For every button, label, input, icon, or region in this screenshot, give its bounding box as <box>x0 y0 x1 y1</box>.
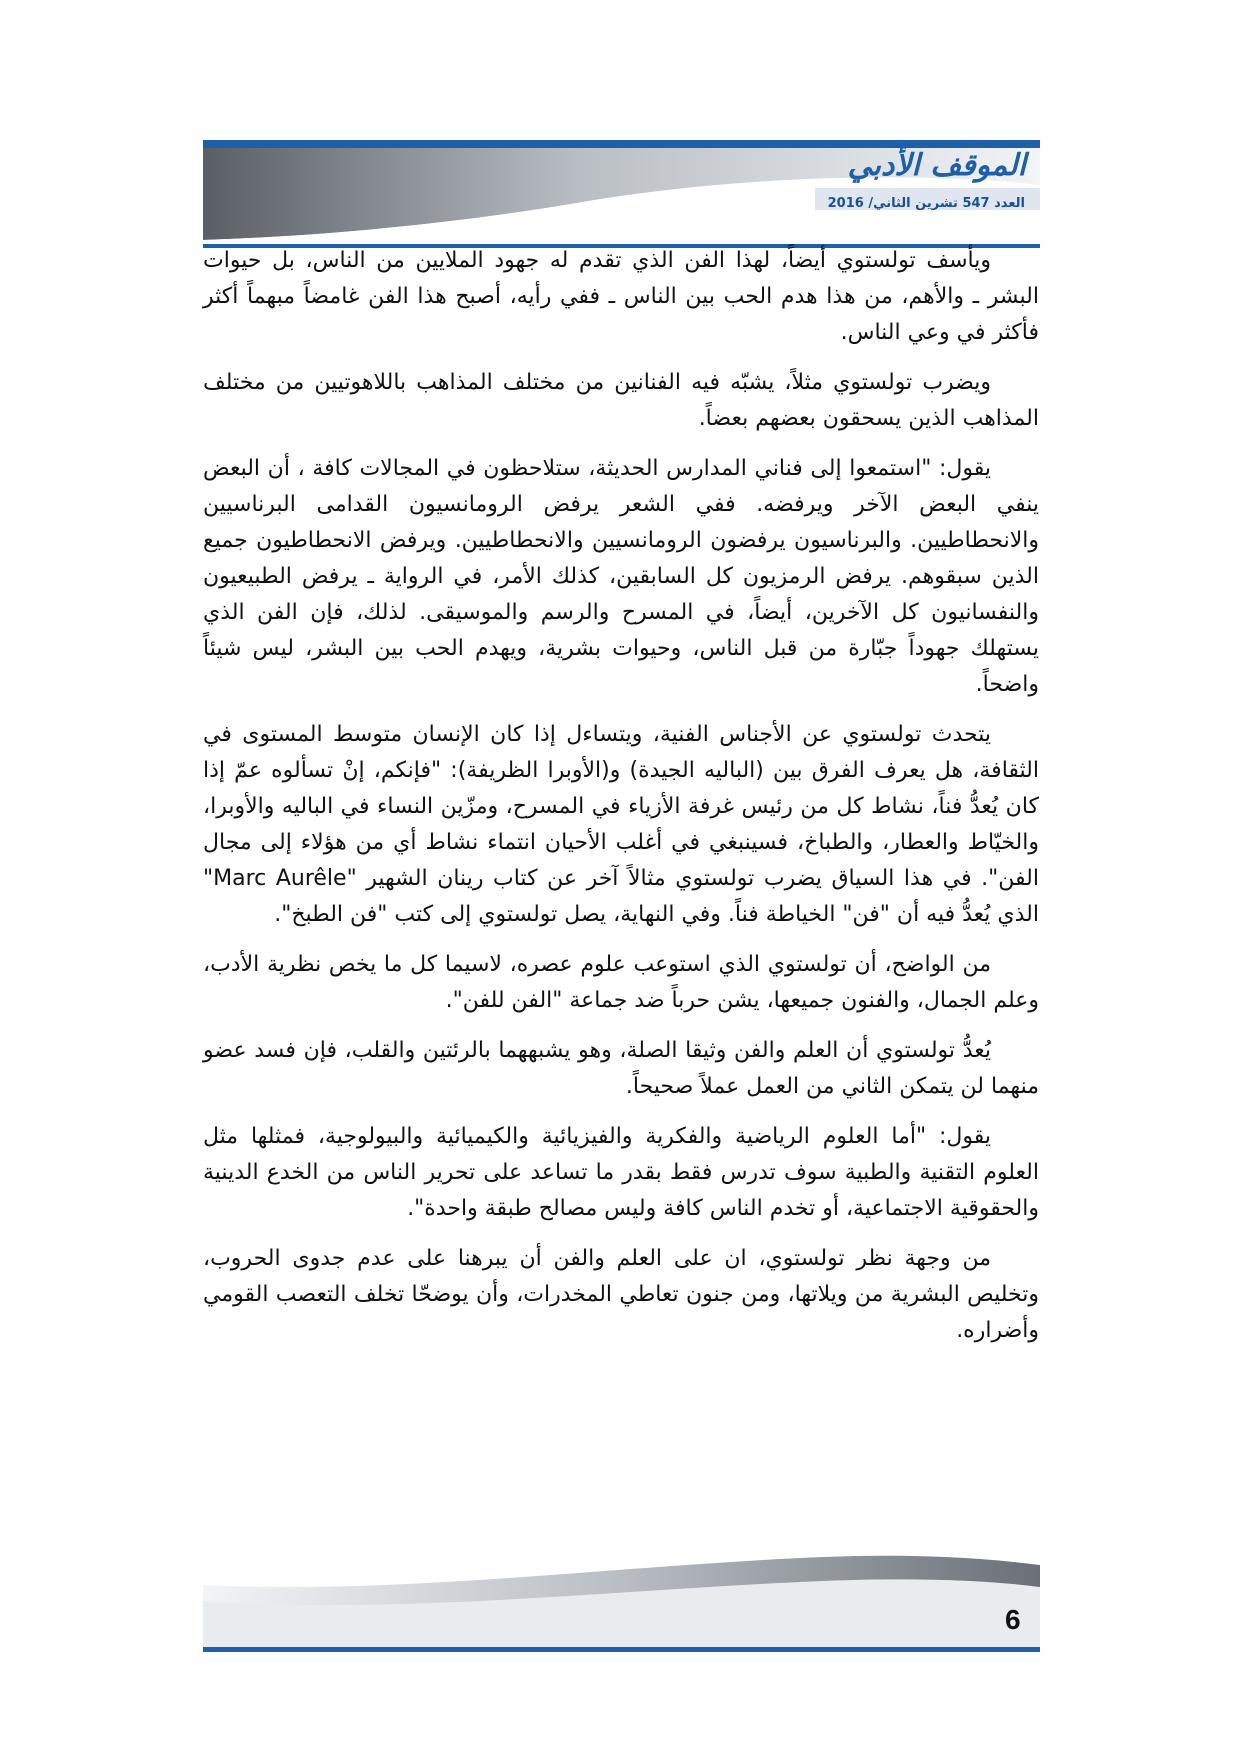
page-number: 6 <box>1005 1604 1021 1635</box>
footer-banner <box>203 1555 1040 1655</box>
paragraph: يتحدث تولستوي عن الأجناس الفنية، ويتساءل إذا كان الإنسان متوسط المستوى في الثقافة، هل يعرف الفرق بين (الباليه الجيدة) و(الأوبرا الظريفة): "فإنكم، إنْ تسألوه عمّ إذا كان يُعدُّ فناً، نشاط كل من رئيس غرفة الأزياء في المسرح، ومزّين النساء في الباليه والأوبرا، والخيّاط والعطار، والطباخ، فسينبغي في أغلب الأحيان انتماء نشاط أي من هؤلاء إلى مجال الفن". في هذا السياق يضرب تولستوي مثالاً آخر عن كتاب رينان الشهير "Marc Aurêle" الذي يُعدُّ فيه أن "فن" الخياطة فناً. وفي النهاية، يصل تولستوي إلى كتب "فن الطبخ". <box>203 722 1039 927</box>
paragraph: من وجهة نظر تولستوي، ان على العلم والفن أن يبرهنا على عدم جدوى الحروب، وتخليص البشرية من ويلاتها، ومن جنون تعاطي المخدرات، وأن يوضحّا تخلف التعصب القومي وأضراره. <box>203 1246 1039 1343</box>
paragraph: يقول: "أما العلوم الرياضية والفكرية والفيزيائية والكيميائية والبيولوجية، فمثلها مثل العلوم التقنية والطبية سوف تدرس فقط بقدر ما تساعد على تحرير الناس من الخدع الدينية والحقوقية الاجتماعية، أو تخدم الناس كافة وليس مصالح طبقة واحدة". <box>203 1124 1039 1221</box>
paragraph: ويضرب تولستوي مثلاً، يشبّه فيه الفنانين من مختلف المذاهب باللاهوتيين من مختلف المذاهب الذين يسحقون بعضهم بعضاً. <box>203 370 1039 431</box>
paragraph: يُعدُّ تولستوي أن العلم والفن وثيقا الصلة، وهو يشبههما بالرئتين والقلب، فإن فسد عضو منهما لن يتمكن الثاني من العمل عملاً صحيحاً. <box>203 1038 1039 1099</box>
paragraph: من الواضح، أن تولستوي الذي استوعب علوم عصره، لاسيما كل ما يخص نظرية الأدب، وعلم الجمال، والفنون جميعها، يشن حرباً ضد جماعة "الفن للفن". <box>203 952 1039 1013</box>
article-body <box>203 243 1039 1363</box>
masthead-logo: الموقف الأدبي <box>847 148 1026 183</box>
paragraph: يقول: "استمعوا إلى فناني المدارس الحديثة، ستلاحظون في المجالات كافة ، أن البعض ينفي البعض الآخر ويرفضه. ففي الشعر يرفض الرومانسيون القدامى البرناسيين والانحطاطيين. والبرناسيون يرفضون الرومانسيين والانحطاطيين. ويرفض الانحطاطيون جميع الذين سبقوهم. يرفض الرمزيون كل السابقين، كذلك الأمر، في الرواية ـ يرفض الطبيعيون والنفسانيون كل الآخرين، أيضاً، في المسرح والرسم والموسيقى. لذلك، فإن الفن الذي يستهلك جهوداً جبّارة من قبل الناس، وحيوات بشرية، ويهدم الحب بين البشر، ليس شيئاً واضحاً. <box>203 456 1039 697</box>
paragraph: ويأسف تولستوي أيضاً، لهذا الفن الذي تقدم له جهود الملايين من الناس، بل حيوات البشر ـ والأهم، من هذا هدم الحب بين الناس ـ ففي رأيه، أصبح هذا الفن غامضاً مبهماً أكثر فأكثر في وعي الناس. <box>203 248 1039 345</box>
issue-info: العدد 547 تشرين الثاني/ 2016 <box>827 196 1025 211</box>
footer-rule <box>203 1647 1040 1652</box>
header-top-rule <box>203 140 1040 148</box>
